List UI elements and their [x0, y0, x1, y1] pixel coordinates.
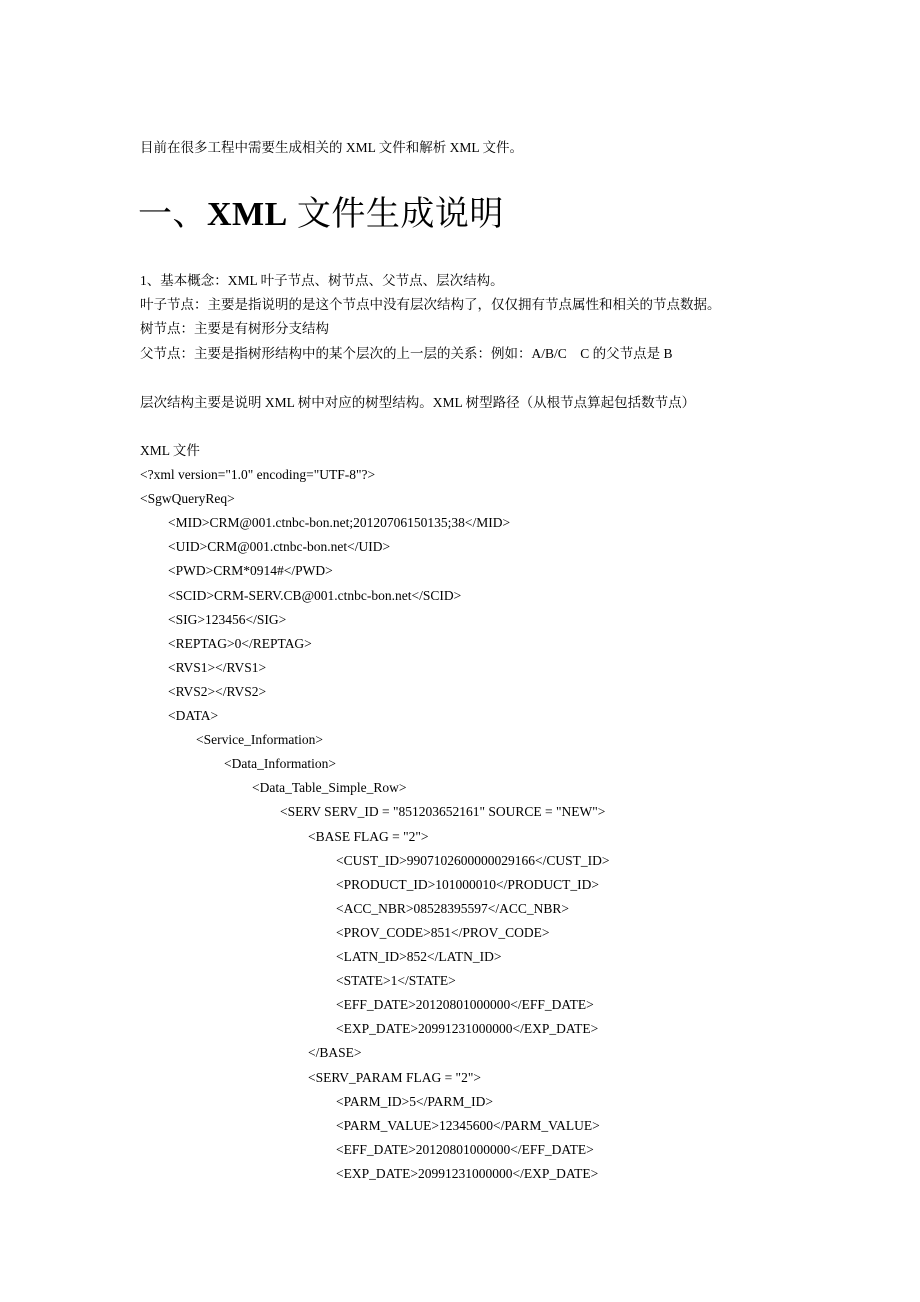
xml-line: <SCID>CRM-SERV.CB@001.ctnbc-bon.net</SCID> — [168, 587, 462, 603]
intro-paragraph: 目前在很多工程中需要生成相关的 XML 文件和解析 XML 文件。 — [140, 140, 523, 155]
concept-line: 叶子节点：主要是指说明的是这个节点中没有层次结构了，仅仅拥有节点属性和相关的节点数据。 — [140, 297, 721, 312]
xml-line: <EXP_DATE>20991231000000</EXP_DATE> — [336, 1165, 599, 1181]
concept-line: 父节点：主要是指树形结构中的某个层次的上一层的关系：例如：A/B/C C 的父节点是 B — [140, 346, 673, 361]
heading-suffix: 文件生成说明 — [287, 196, 504, 233]
xml-line: <DATA> — [168, 708, 219, 723]
xml-line: <PWD>CRM*0914#</PWD> — [168, 563, 333, 579]
xml-line: <ACC_NBR>08528395597</ACC_NBR> — [336, 900, 569, 916]
xml-line: <BASE FLAG = "2"> — [308, 828, 429, 844]
xml-line: <LATN_ID>852</LATN_ID> — [336, 949, 502, 964]
concept-line: 1、基本概念：XML 叶子节点、树节点、父节点、层次结构。 — [140, 273, 504, 288]
xml-line: <Service_Information> — [196, 732, 323, 748]
xml-line: <PRODUCT_ID>101000010</PRODUCT_ID> — [336, 876, 599, 892]
xml-line: </BASE> — [308, 1045, 362, 1061]
hierarchy-note: 层次结构主要是说明 XML 树中对应的树型结构。XML 树型路径（从根节点算起包括数节点） — [140, 395, 696, 410]
heading-prefix: 一、 — [138, 196, 207, 233]
xml-line: <REPTAG>0</REPTAG> — [168, 635, 312, 651]
xml-line: <RVS1></RVS1> — [168, 659, 267, 675]
xml-line: <RVS2></RVS2> — [168, 683, 267, 699]
xml-line: <UID>CRM@001.ctnbc-bon.net</UID> — [168, 539, 391, 555]
xml-label: XML 文件 — [140, 443, 200, 458]
xml-line: <SERV SERV_ID = "851203652161" SOURCE = "NEW"> — [280, 804, 606, 820]
xml-line: <EXP_DATE>20991231000000</EXP_DATE> — [336, 1021, 599, 1037]
xml-line: <PARM_ID>5</PARM_ID> — [336, 1093, 493, 1109]
xml-line: <PARM_VALUE>12345600</PARM_VALUE> — [336, 1117, 600, 1133]
xml-line: <MID>CRM@001.ctnbc-bon.net;20120706150135;38</MID> — [168, 515, 511, 531]
section-heading — [138, 193, 504, 237]
xml-line: <EFF_DATE>20120801000000</EFF_DATE> — [336, 1141, 594, 1157]
xml-line: <EFF_DATE>20120801000000</EFF_DATE> — [336, 997, 594, 1013]
xml-line: <CUST_ID>9907102600000029166</CUST_ID> — [336, 852, 610, 868]
xml-line: <?xml version="1.0" encoding="UTF-8"?> — [140, 467, 376, 482]
xml-line: <STATE>1</STATE> — [336, 973, 456, 989]
xml-line: <Data_Table_Simple_Row> — [252, 780, 407, 796]
xml-line: <SIG>123456</SIG> — [168, 611, 287, 627]
xml-line: <Data_Information> — [224, 756, 336, 772]
concept-line: 树节点：主要是有树形分支结构 — [140, 321, 329, 336]
xml-line: <SgwQueryReq> — [140, 491, 235, 507]
xml-line: <SERV_PARAM FLAG = "2"> — [308, 1069, 481, 1085]
xml-line: <PROV_CODE>851</PROV_CODE> — [336, 924, 550, 940]
heading-keyword: XML — [207, 196, 288, 233]
